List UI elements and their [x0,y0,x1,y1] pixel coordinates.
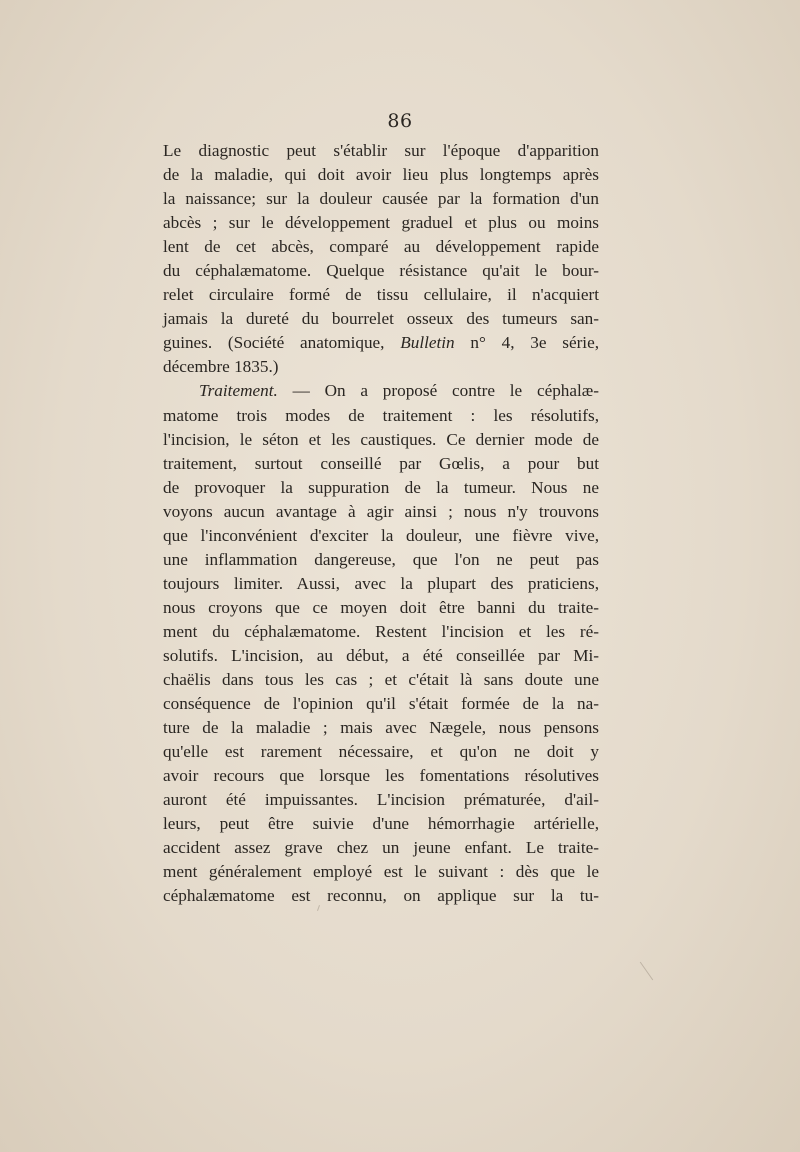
text-line: ture de la maladie ; mais avec Nægele, nous pensons [163,718,599,738]
paper-scratch [640,962,653,981]
bulletin-italic: Bulletin [400,333,455,353]
text-line: toujours limiter. Aussi, avec la plupart des praticiens, [163,573,599,593]
text-line: nous croyons que ce moyen doit être banni du traite- [163,597,599,617]
text-line: traitement, surtout conseillé par Gœlis, a pour but [163,453,599,473]
text-line: conséquence de l'opinion qu'il s'était formée de la na- [163,694,599,714]
text-line: accident assez grave chez un jeune enfant. Le traite- [163,838,599,858]
text-line: de provoquer la suppuration de la tumeur. Nous ne [163,477,599,497]
text-line: qu'elle est rarement nécessaire, et qu'on ne doit y [163,742,599,762]
text-line: solutifs. L'incision, au début, a été conseillée par Mi- [163,645,599,665]
text-line: du céphalæmatome. Quelque résistance qu'ait le bour- [163,261,599,281]
text-line: jamais la dureté du bourrelet osseux des tumeurs san- [163,309,599,329]
section-heading: Traitement. [199,381,278,401]
body-text [163,139,599,909]
text-line: avoir recours que lorsque les fomentations résolutives [163,766,599,786]
text-line: lent de cet abcès, comparé au développement rapide [163,237,599,257]
text-line: chaëlis dans tous les cas ; et c'était là sans doute une [163,670,599,690]
text-line: que l'inconvénient d'exciter la douleur, une fièvre vive, [163,525,599,545]
text-line: ment généralement employé est le suivant : dès que le [163,862,599,882]
text-line: ment du céphalæmatome. Restent l'incision et les ré- [163,621,599,641]
bulletin-rest: n° 4, 3e série, [454,333,599,353]
text-line: la naissance; sur la douleur causée par la formation d'un [163,189,599,209]
text-line: Le diagnostic peut s'établir sur l'époque d'apparition [163,141,599,160]
text-line: une inflammation dangereuse, que l'on ne peut pas [163,549,599,569]
text-line: l'incision, le séton et les caustiques. Ce dernier mode de [163,429,599,449]
section-heading-rest: — On a proposé contre le céphalæ- [277,381,599,401]
text-line: abcès ; sur le développement graduel et plus ou moins [163,213,599,233]
section-heading-line [163,379,599,403]
text-line: matome trois modes de traitement : les résolutifs, [163,405,599,425]
page-number: 86 [387,110,413,132]
citation-text: guines. (Société anatomique, [163,333,401,353]
text-line: leurs, peut être suivie d'une hémorrhagie artérielle, [163,814,599,834]
text-line: de la maladie, qui doit avoir lieu plus longtemps après [163,165,599,185]
text-line: auront été impuissantes. L'incision prématurée, d'ail- [163,790,599,810]
text-line: relet circulaire formé de tissu cellulaire, il n'acquiert [163,285,599,305]
text-line-citation [163,331,599,355]
text-line: décembre 1835.) [163,357,279,377]
text-line: céphalæmatome est reconnu, on applique sur la tu- [163,886,599,906]
text-line: voyons aucun avantage à agir ainsi ; nous n'y trouvons [163,501,599,521]
